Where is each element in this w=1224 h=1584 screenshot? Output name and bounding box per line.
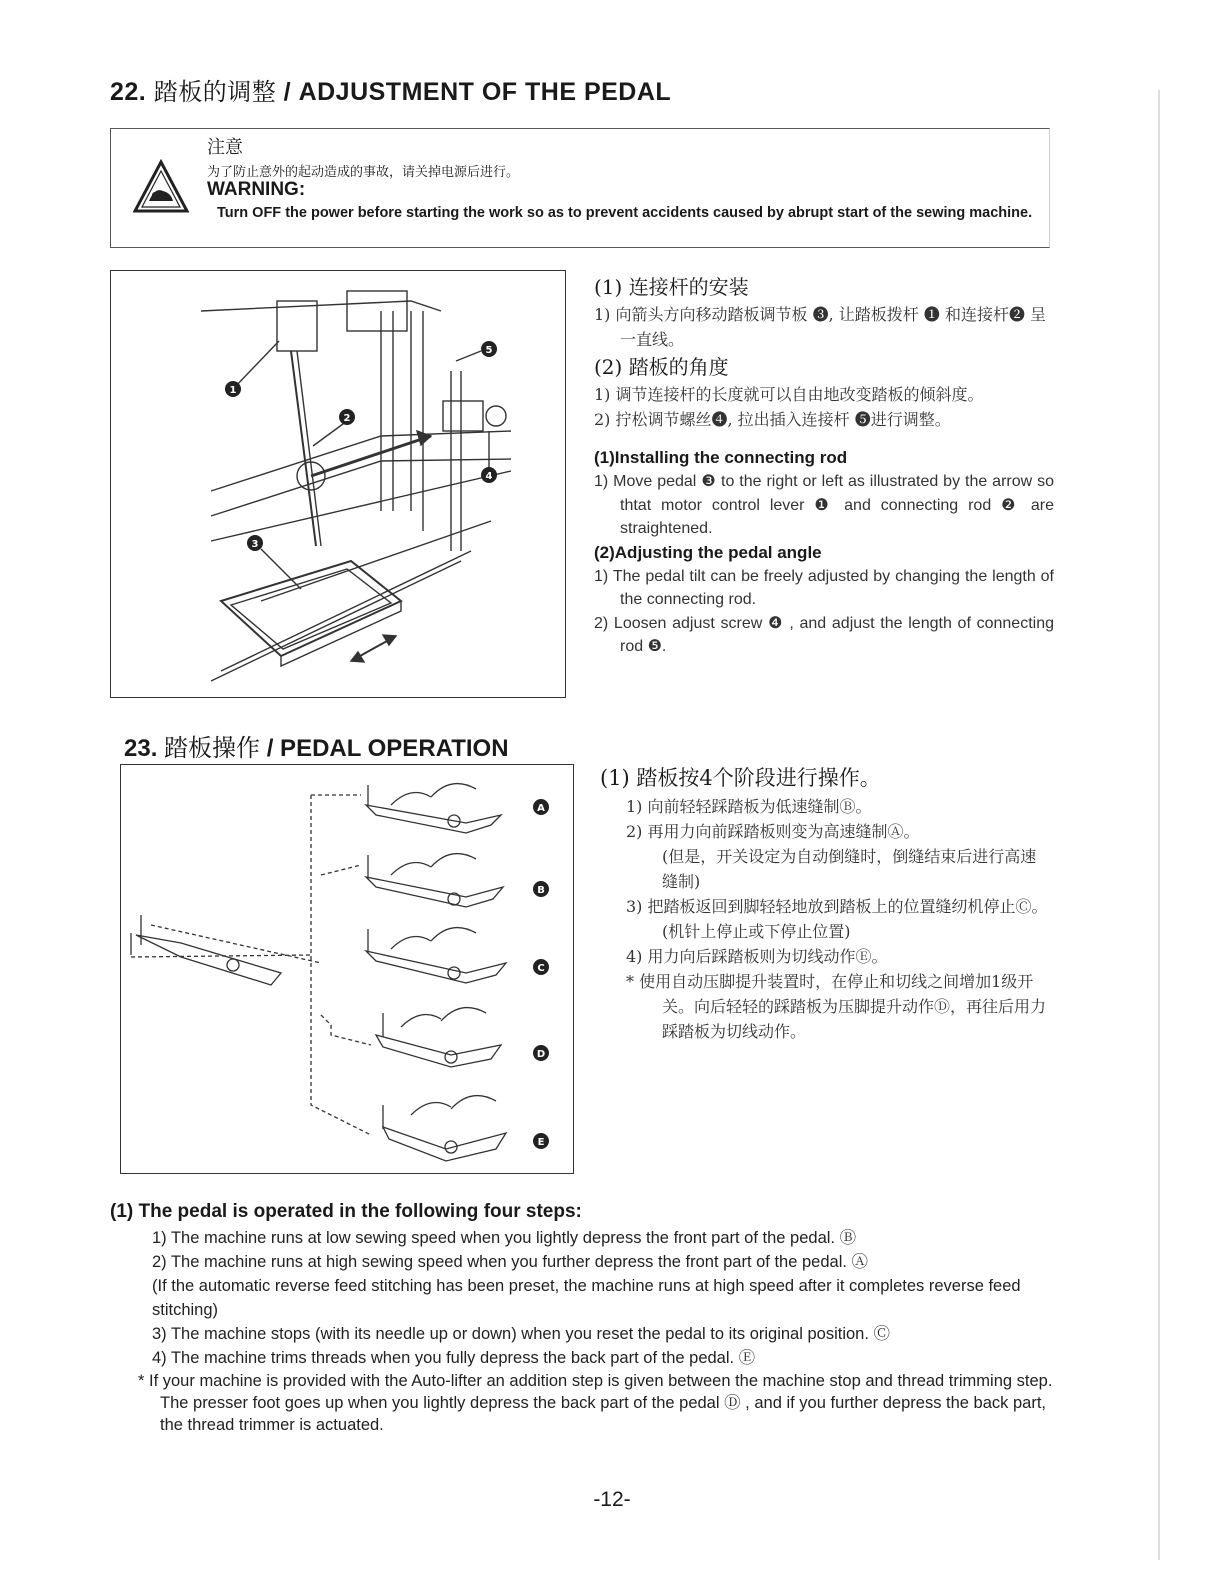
fig1-label-1: 1 [229, 385, 237, 396]
section-23-title-en: / PEDAL OPERATION [266, 735, 509, 762]
fig2-label-a: A [537, 803, 545, 814]
pedal-operation-illustration [121, 765, 572, 1172]
install-item3-en: 2) Loosen adjust screw ❹ , and adjust the length of connecting rod ❺. [594, 614, 1054, 655]
operation-heading-en: (1) The pedal is operated in the following four steps: [110, 1201, 582, 1222]
section-22-title-zh: 踏板的调整 [153, 78, 277, 106]
warning-body-zh: 为了防止意外的起动造成的事故，请关掉电源后进行。 [207, 165, 520, 180]
operation-item2-zh: 2) 再用力向前踩踏板则变为高速缝制Ⓐ。 [626, 822, 920, 841]
pedal-adjustment-figure [110, 270, 566, 698]
section-23-heading [124, 728, 509, 763]
install-heading1-zh: (1) 连接杆的安装 [594, 275, 749, 299]
operation-note-zh: * 使用自动压脚提升装置时，在停止和切线之间增加1级开关。向后轻轻的踩踏板为压脚提升动作Ⓓ，再往后用力踩踏板为切线动作。 [626, 972, 1047, 1041]
install-item2-en: 1) The pedal tilt can be freely adjusted by changing the length of the connecting rod. [594, 567, 1054, 608]
pedal-stage-a [366, 784, 501, 833]
warning-body-en: Turn OFF the power before starting the work so as to prevent accidents caused by abrupt start of the sewing machine. [217, 205, 1033, 221]
operation-item3-zh: 3) 把踏板返回到脚轻轻地放到踏板上的位置缝纫机停止Ⓒ。(机针上停止或下停止位置) [626, 897, 1048, 941]
operation-item4-zh: 4) 用力向后踩踏板则为切线动作Ⓔ。 [626, 947, 888, 966]
operation-item2-note-zh: (但是，开关设定为自动倒缝时，倒缝结束后进行高速缝制) [662, 847, 1037, 891]
fig2-label-d: D [536, 1049, 546, 1060]
page-edge-shadow [1158, 90, 1160, 1560]
warning-triangle-icon [133, 159, 189, 215]
install-item3-zh: 2) 拧松调节螺丝❹, 拉出插入连接杆 ❺进行调整。 [594, 410, 951, 429]
warning-title-zh: 注意 [207, 137, 243, 158]
operation-instructions-zh [600, 762, 1050, 1044]
section-22-title-en: / ADJUSTMENT OF THE PEDAL [283, 78, 672, 106]
warning-title-en: WARNING: [207, 179, 306, 200]
install-heading1-en: (1)Installing the connecting rod [594, 448, 848, 467]
pedal-stage-e [383, 1096, 506, 1161]
install-item1-en: 1) Move pedal ❸ to the right or left as illustrated by the arrow so thtat motor control lever ❶ and connecting rod ❷ are straightened. [594, 473, 1054, 537]
pedal-stage-d [376, 1008, 501, 1067]
install-heading2-zh: (2) 踏板的角度 [594, 355, 729, 379]
warning-box [110, 128, 1050, 248]
fig1-label-5: 5 [485, 345, 493, 356]
pedal-operation-figure [120, 764, 574, 1174]
section-23-title-zh: 踏板操作 [164, 734, 261, 762]
fig2-label-b: B [537, 885, 545, 896]
install-item1-zh: 1) 向箭头方向移动踏板调节板 ❸, 让踏板拨杆 ❶ 和连接杆❷ 呈一直线。 [594, 305, 1047, 349]
fig2-label-c: C [537, 963, 545, 974]
operation-instructions-en [110, 1198, 1060, 1436]
operation-item2-en: 2) The machine runs at high sewing speed when you further depress the front part of the pedal. Ⓐ [152, 1253, 869, 1271]
figure2-labels [533, 799, 549, 1149]
fig1-label-4: 4 [485, 471, 493, 482]
section-23-number: 23. [124, 735, 158, 762]
install-item2-zh: 1) 调节连接杆的长度就可以自由地改变踏板的倾斜度。 [594, 385, 984, 404]
section-22-number: 22. [110, 78, 147, 106]
operation-heading-zh: (1) 踏板按4个阶段进行操作。 [600, 766, 881, 790]
fig1-label-2: 2 [343, 413, 351, 424]
operation-item2-note-en: (If the automatic reverse feed stitching has been preset, the machine runs at high speed after it completes reverse feed stitching) [152, 1277, 1021, 1319]
operation-item1-en: 1) The machine runs at low sewing speed when you lightly depress the front part of the pedal. Ⓑ [152, 1229, 857, 1247]
figure1-labels [225, 341, 497, 551]
fig1-label-3: 3 [251, 539, 259, 550]
pedal-stage-c [366, 928, 506, 983]
fig2-label-e: E [537, 1137, 545, 1148]
pedal-stage-b [366, 854, 503, 907]
operation-item3-en: 3) The machine stops (with its needle up or down) when you reset the pedal to its original position. Ⓒ [152, 1325, 891, 1343]
operation-note-en: * If your machine is provided with the Auto-lifter an addition step is given between the machine stop and thread trimming step. The presser foot goes up when you lightly depress the back part of the pedal Ⓓ , and if you further depress the back part, the thread trimmer is actuated. [138, 1372, 1053, 1434]
page-number: -12- [593, 1488, 631, 1511]
operation-item4-en: 4) The machine trims threads when you fully depress the back part of the pedal. Ⓔ [152, 1349, 756, 1367]
section-22-heading [110, 72, 671, 107]
install-heading2-en: (2)Adjusting the pedal angle [594, 542, 822, 562]
installation-instructions [594, 272, 1054, 659]
pedal-adjustment-illustration [111, 271, 564, 696]
operation-item1-zh: 1) 向前轻轻踩踏板为低速缝制Ⓑ。 [626, 797, 872, 816]
